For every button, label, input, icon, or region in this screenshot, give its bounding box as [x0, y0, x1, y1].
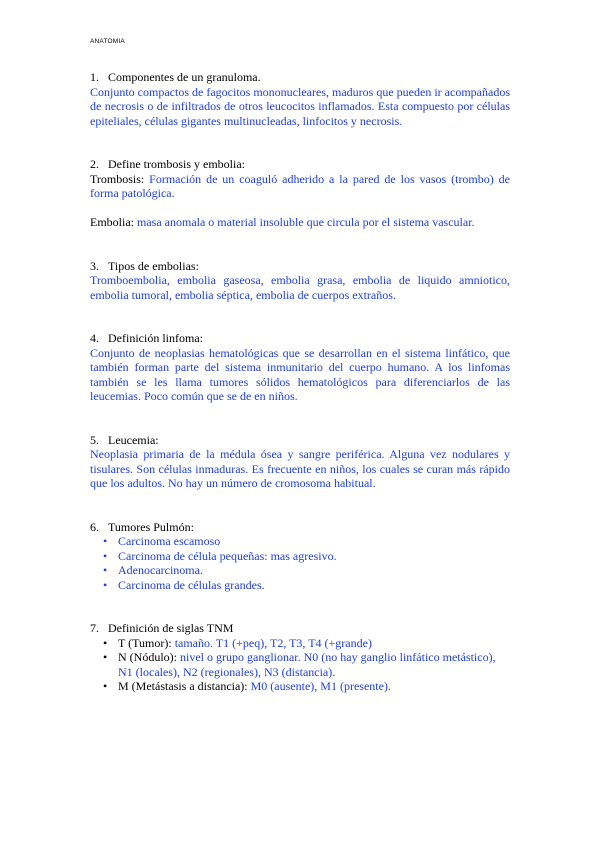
- list-item: • Carcinoma escamoso: [103, 534, 221, 548]
- question-5-title: 5. Leucemia:: [90, 432, 159, 447]
- bullet-icon: •: [103, 534, 108, 548]
- page-header-label: ANATOMIA: [90, 38, 125, 45]
- section-5: [90, 433, 510, 491]
- bullet-icon: •: [103, 563, 108, 577]
- answer-4: Conjunto de neoplasias hematológicas que se desarrollan en el sistema linfático, que también forman parte del sistema inmunitario del cuerpo humano. A los linfomas también se les llama tumores sólidos hematológicos para diferenciarlos de las leucemias. Poco común que se de en niños.: [90, 345, 510, 403]
- answer-2-trombosis: Trombosis: Formación de un coaguló adherido a la pared de los vasos (trombo) de forma patológica.: [90, 171, 511, 200]
- question-2-title: 2. Define trombosis y embolia:: [90, 157, 245, 171]
- list-item: • M (Metástasis a distancia): M0 (ausente), M1 (presente).: [103, 679, 391, 693]
- tumor-list: [90, 534, 510, 592]
- list-item: • Carcinoma de células grandes.: [103, 577, 265, 592]
- question-3-title: 3. Tipos de embolias:: [90, 258, 199, 273]
- section-2: [90, 157, 510, 230]
- answer-5: Neoplasia primaria de la médula ósea y sangre periférica. Alguna vez nodulares y tisulares. Son células inmaduras. Es frecuente en niños, los cuales se curan más rápido que los adultos. No hay un número de cromosoma habitual.: [90, 447, 510, 490]
- answer-2-embolia: Embolia: masa anomala o material insoluble que circula por el sistema vascular.: [90, 215, 475, 229]
- list-item: • N (Nódulo): nivel o grupo ganglionar. N0 (no hay ganglio linfático metástico), N1 (locales), N2 (regionales), N3 (distancia).: [103, 650, 496, 679]
- question-7-title: 7. Definición de siglas TNM: [90, 621, 234, 635]
- list-item: • Adenocarcinoma.: [103, 563, 203, 577]
- bullet-icon: •: [103, 679, 108, 693]
- tnm-list: [90, 636, 510, 694]
- bullet-icon: •: [103, 548, 108, 563]
- answer-3: Tromboembolia, embolia gaseosa, embolia grasa, embolia de liquido amniotico, embolia tumoral, embolia séptica, embolia de cuerpos extraños.: [90, 273, 510, 302]
- bullet-icon: •: [103, 577, 108, 592]
- document-body: [90, 70, 510, 694]
- section-4: [90, 331, 510, 404]
- list-item: • T (Tumor): tamaño. T1 (+peq), T2, T3, T4 (+grande): [103, 635, 372, 650]
- section-3: [90, 259, 510, 303]
- question-1-title: 1. Componentes de un granuloma.: [90, 70, 261, 84]
- bullet-icon: •: [103, 650, 108, 664]
- bullet-icon: •: [103, 635, 108, 650]
- section-6: [90, 520, 510, 593]
- answer-1: Conjunto compactos de fagocitos mononucleares, maduros que pueden ir acompañados de necrosis o de infiltrados de otros leucocitos inflamados. Esta compuesto por células epiteliales, células gigantes multinucleadas, linfocitos y necrosis.: [90, 84, 510, 128]
- question-6-title: 6. Tumores Pulmón:: [90, 519, 194, 534]
- section-1: [90, 70, 510, 128]
- list-item: • Carcinoma de célula pequeñas: mas agresivo.: [103, 548, 337, 563]
- section-7: [90, 621, 510, 694]
- question-4-title: 4. Definición linfoma:: [90, 331, 203, 345]
